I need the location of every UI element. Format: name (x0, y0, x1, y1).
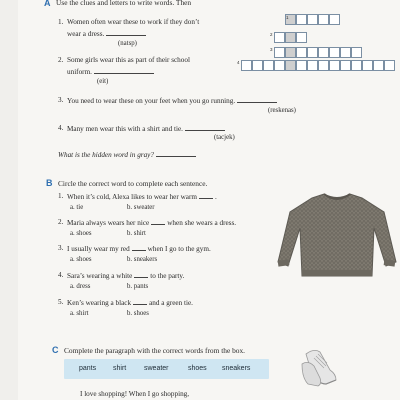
a-item-2-line1: Some girls wear this as part of their school (67, 56, 190, 64)
crossword-cell[interactable] (362, 60, 373, 71)
sneakers-image (296, 344, 344, 390)
b-item-5-sentence: Ken’s wearing a black and a green tie. (67, 299, 193, 307)
crossword-cell[interactable] (351, 60, 362, 71)
c-paragraph-start: I love shopping! When I go shopping, (80, 390, 190, 398)
crossword-cell[interactable] (329, 60, 340, 71)
a-item-1-line2: wear a dress. (67, 29, 146, 39)
b-item-1-option-b[interactable]: b. sweater (127, 204, 155, 211)
crossword-cell[interactable] (285, 60, 296, 71)
b-item-4-blank (134, 271, 148, 278)
a-item-1-num: 1. (58, 18, 64, 26)
crossword-cell[interactable] (241, 60, 252, 71)
crossword-cell[interactable] (274, 32, 285, 43)
b-item-2-blank (151, 218, 165, 225)
b-item-3-sentence: I usually wear my red when I go to the gym. (67, 245, 211, 253)
page-margin (0, 0, 18, 400)
crossword-cell[interactable] (340, 47, 351, 58)
b-item-4-num: 4. (58, 271, 64, 279)
crossword-number-2: 2 (270, 32, 273, 37)
b-item-2-num: 2. (58, 218, 64, 226)
a-item-2-hint: (eit) (97, 78, 109, 85)
a-item-1-hint: (natsp) (118, 40, 137, 47)
section-a-title: Use the clues and letters to write words. Then (56, 0, 192, 7)
word-box-item-shirt: shirt (113, 365, 127, 372)
crossword-cell[interactable] (296, 60, 307, 71)
b-item-3-option-b[interactable]: b. sneakers (127, 256, 158, 263)
a-item-3-hint: (reskenas) (268, 107, 296, 114)
a-item-2-blank[interactable] (94, 67, 154, 74)
a-item-2-line2: uniform. (67, 67, 154, 77)
crossword-cell[interactable] (274, 47, 285, 58)
crossword-cell[interactable] (351, 47, 362, 58)
crossword-cell[interactable] (307, 14, 318, 25)
a-item-3-num: 3. (58, 96, 64, 104)
b-item-1-num: 1. (58, 192, 64, 200)
a-item-2-num: 2. (58, 56, 64, 64)
crossword-cell[interactable] (384, 60, 395, 71)
section-b-title: Circle the correct word to complete each sentence. (58, 179, 208, 188)
b-item-2-sentence: Maria always wears her nice when she wears a dress. (67, 219, 237, 227)
a-item-1-line1: Women often wear these to work if they don’t (67, 18, 200, 26)
crossword-number-3: 3 (270, 47, 273, 52)
crossword-cell[interactable] (340, 60, 351, 71)
crossword-cell[interactable] (307, 60, 318, 71)
crossword-cell[interactable] (318, 47, 329, 58)
crossword-cell[interactable] (252, 60, 263, 71)
section-c-title: Complete the paragraph with the correct words from the box. (64, 346, 246, 355)
b-item-1-option-a[interactable]: a. tie (70, 204, 84, 211)
crossword-cell[interactable] (318, 60, 329, 71)
b-item-5-num: 5. (58, 298, 64, 306)
section-a-letter: A (44, 0, 51, 8)
crossword-cell[interactable] (329, 14, 340, 25)
a-item-1-blank[interactable] (106, 29, 146, 36)
b-item-4-option-a[interactable]: a. dress (70, 283, 91, 290)
b-item-4-sentence: Sara’s wearing a white to the party. (67, 272, 185, 280)
b-item-3-option-a[interactable]: a. shoes (70, 256, 92, 263)
crossword-number-1: 1 (286, 15, 289, 20)
b-item-4-option-b[interactable]: b. pants (127, 283, 149, 290)
b-item-2-option-a[interactable]: a. shoes (70, 230, 92, 237)
a-hidden-word-question: What is the hidden word in gray? (58, 150, 196, 160)
a-item-4-num: 4. (58, 124, 64, 132)
b-item-3-num: 3. (58, 244, 64, 252)
b-item-5-option-b[interactable]: b. shoes (127, 310, 149, 317)
a-item-4-line1: Many men wear this with a shirt and tie. (67, 124, 225, 134)
crossword-cell[interactable] (285, 32, 296, 43)
crossword-cell[interactable] (318, 14, 329, 25)
a-item-4-blank[interactable] (185, 124, 225, 131)
word-box-item-pants: pants (79, 365, 97, 372)
a-item-3-blank[interactable] (237, 96, 277, 103)
b-item-5-blank (133, 298, 147, 305)
word-box-item-shoes: shoes (188, 365, 207, 372)
crossword-cell[interactable] (296, 14, 307, 25)
b-item-5-option-a[interactable]: a. shirt (70, 310, 89, 317)
b-item-1-sentence: When it’s cold, Alexa likes to wear her warm . (67, 193, 217, 201)
word-box-item-sweater: sweater (144, 365, 169, 372)
crossword-cell[interactable] (285, 47, 296, 58)
b-item-2-option-b[interactable]: b. shirt (127, 230, 146, 237)
crossword-cell[interactable] (373, 60, 384, 71)
word-box-item-sneakers: sneakers (222, 365, 251, 372)
crossword-cell[interactable] (296, 32, 307, 43)
crossword-cell[interactable] (263, 60, 274, 71)
section-b-letter: B (46, 178, 53, 188)
a-item-4-hint: (tacjek) (214, 134, 235, 141)
crossword-cell[interactable] (274, 60, 285, 71)
sweater-image (274, 192, 400, 280)
a-hidden-word-blank[interactable] (156, 150, 196, 157)
crossword-number-4: 4 (237, 60, 240, 65)
a-item-3-line1: You need to wear these on your feet when you go running. (67, 96, 277, 106)
section-c-letter: C (52, 345, 59, 355)
b-item-3-blank (132, 244, 146, 251)
crossword-cell[interactable] (329, 47, 340, 58)
b-item-1-blank (199, 192, 213, 199)
crossword-cell[interactable] (307, 47, 318, 58)
crossword-cell[interactable] (296, 47, 307, 58)
